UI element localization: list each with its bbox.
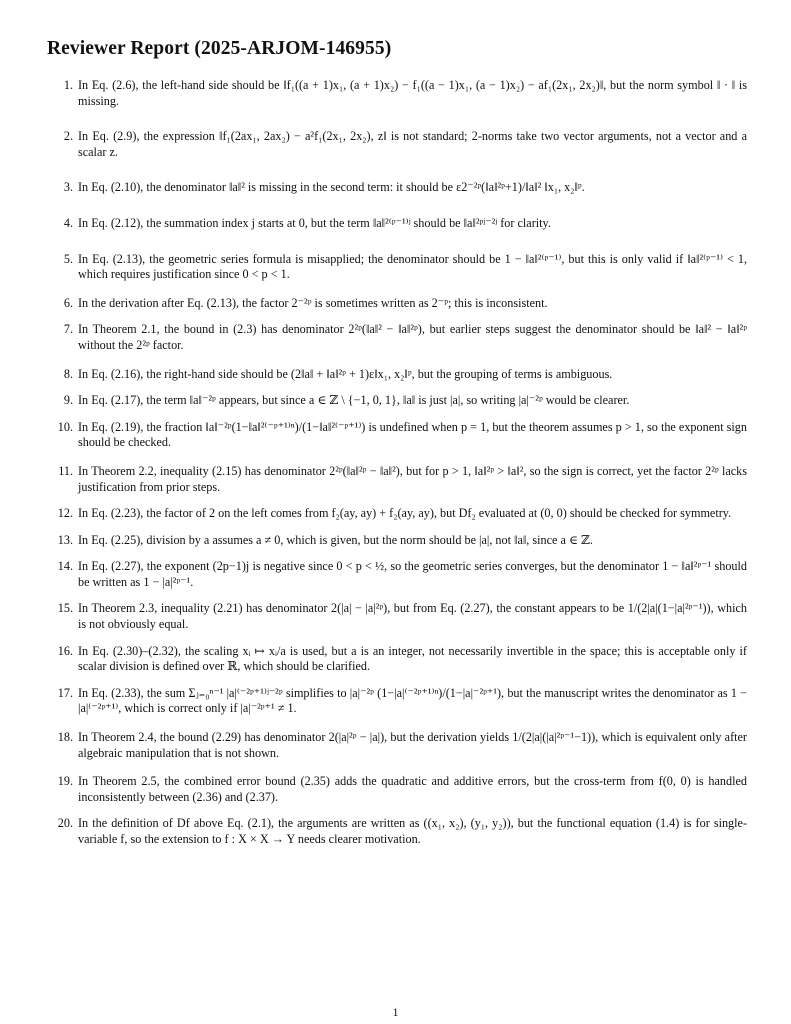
comment-text: In Eq. (2.25), division by a assumes a ≠ 0, which is given, but the norm should be |a|, not ‖a‖, since a ∈ ℤ. [78, 532, 593, 547]
review-comment-item [47, 774, 747, 805]
review-comment-item [47, 464, 747, 495]
review-comment-item [47, 686, 747, 717]
review-comment-item [47, 129, 747, 160]
review-comment-item [47, 322, 747, 353]
review-comment-item [47, 420, 747, 451]
comment-text: In Eq. (2.6), the left-hand side should be ‖f₁((a + 1)x₁, (a + 1)x₂) − f₁((a − 1)x₁, (a − 1)x₂) − af₁(2x₁, 2x₂)‖, but the norm symbol ‖ · ‖ is missing. [78, 78, 747, 108]
comment-text: In Eq. (2.16), the right-hand side should be (2‖a‖ + ‖a‖²ᵖ + 1)ε‖x₁, x₂‖ᵖ, but the grouping of terms is ambiguous. [78, 366, 613, 381]
review-comment-item [47, 601, 747, 632]
review-comment-item [47, 506, 747, 522]
comment-number: 7. [63, 322, 73, 337]
comment-text: In Eq. (2.12), the summation index j starts at 0, but the term ‖a‖²⁽ᵖ⁻¹⁾ʲ should be ‖a‖²ᵖʲ⁻²ʲ for clarity. [78, 215, 551, 230]
page-number: 1 [392, 1005, 399, 1019]
comment-number: 12. [57, 506, 73, 521]
comment-text: In Theorem 2.4, the bound (2.29) has denominator 2(|a|²ᵖ − |a|), but the derivation yields 1/(2|a|(|a|²ᵖ⁻¹−1)), which is equivalent only after algebraic manipulation that is not shown. [78, 730, 747, 760]
comment-text: In Theorem 2.2, inequality (2.15) has denominator 2²ᵖ(‖a‖²ᵖ − ‖a‖²), but for p > 1, ‖a‖²ᵖ > ‖a‖², so the sign is correct, yet the factor 2²ᵖ lacks justification from prior steps. [78, 463, 747, 494]
review-comment-item [47, 252, 747, 283]
comment-text: In Eq. (2.10), the denominator ‖a‖² is missing in the second term: it should be ε2⁻²ᵖ(‖a‖²ᵖ+1)/‖a‖² ‖x₁, x₂‖ᵖ. [78, 180, 585, 195]
comment-number: 5. [63, 251, 73, 266]
comment-number: 11. [58, 463, 73, 478]
comment-text: In Theorem 2.3, inequality (2.21) has denominator 2(|a| − |a|²ᵖ), but from Eq. (2.27), the constant appears to be 1/(2|a|(1−|a|²ᵖ⁻¹)), which is not obviously equal. [78, 601, 747, 632]
comment-number: 3. [63, 180, 73, 195]
review-comment-item [47, 533, 747, 549]
review-comment-item [47, 559, 747, 590]
comment-text: In Eq. (2.17), the term ‖a‖⁻²ᵖ appears, but since a ∈ ℤ \ {−1, 0, 1}, ‖a‖ is just |a|, so writing |a|⁻²ᵖ would be clearer. [78, 393, 630, 408]
comment-text: In Eq. (2.19), the fraction ‖a‖⁻²ᵖ(1−‖a‖²⁽⁻ᵖ⁺¹⁾ⁿ)/(1−‖a‖²⁽⁻ᵖ⁺¹⁾) is undefined when p = 1, but the theorem assumes p > 1, so the exponent sign should be checked. [78, 419, 747, 450]
comment-text: In Theorem 2.5, the combined error bound (2.35) adds the quadratic and additive errors, but the cross-term from f(0, 0) is handled inconsistently between (2.36) and (2.37). [78, 774, 747, 804]
review-comment-item [47, 296, 747, 312]
comment-text: In Eq. (2.13), the geometric series formula is misapplied; the denominator should be 1 − ‖a‖²⁽ᵖ⁻¹⁾, but this is only valid if ‖a‖²⁽ᵖ⁻¹⁾ < 1, which requires justification since 0 < p < 1. [78, 251, 747, 282]
comment-number: 13. [57, 532, 73, 547]
comment-number: 15. [57, 601, 73, 616]
comment-number: 8. [63, 366, 73, 381]
comment-number: 4. [63, 215, 73, 230]
comment-number: 6. [63, 295, 73, 310]
comment-number: 18. [57, 730, 73, 745]
comment-text: In Eq. (2.9), the expression ‖f₁(2ax₁, 2ax₂) − a²f₁(2x₁, 2x₂), z‖ is not standard; 2-norms take two vector arguments, not a vector and a scalar z. [78, 129, 747, 159]
review-comment-item [47, 730, 747, 761]
comment-number: 19. [57, 774, 73, 789]
comment-text: In the definition of Df above Eq. (2.1), the arguments are written as ((x₁, x₂), (y₁, y₂)), but the functional equation (1.4) is for single-variable f, so the extension to f : X × X → Y needs clearer motivation. [78, 816, 747, 846]
comment-text: In Eq. (2.33), the sum Σⱼ₌₀ⁿ⁻¹ |a|⁽⁻²ᵖ⁺¹⁾ʲ⁻²ᵖ simplifies to |a|⁻²ᵖ (1−|a|⁽⁻²ᵖ⁺¹⁾ⁿ)/(1−|a|⁻²ᵖ⁺¹), but the manuscript writes the denominator as 1 − |a|⁽⁻²ᵖ⁺¹⁾, which is correct only if |a|⁻²ᵖ⁺¹ ≠ 1. [78, 685, 747, 716]
review-comment-list [47, 78, 747, 859]
comment-text: In Eq. (2.23), the factor of 2 on the left comes from f₂(ay, ay) + f₂(ay, ay), but Df₂ evaluated at (0, 0) should be checked for symmetry. [78, 506, 732, 521]
comment-number: 10. [57, 419, 73, 434]
review-comment-item [47, 180, 747, 196]
comment-number: 16. [57, 643, 73, 658]
comment-number: 1. [63, 78, 73, 92]
review-comment-item [47, 393, 747, 409]
comment-text: In Eq. (2.30)–(2.32), the scaling xᵢ ↦ xᵢ/a is used, but a is an integer, not necessarily invertible in the space; this is acceptable only if scalar division is defined over ℝ, which should be clarified. [78, 643, 747, 674]
review-comment-item [47, 78, 747, 109]
comment-number: 9. [63, 393, 73, 408]
review-comment-item [47, 367, 747, 383]
comment-number: 2. [63, 129, 73, 144]
comment-number: 20. [57, 816, 73, 831]
review-comment-item [47, 644, 747, 675]
comment-text: In Theorem 2.1, the bound in (2.3) has denominator 2²ᵖ(‖a‖² − ‖a‖²ᵖ), but earlier steps suggest the denominator should be ‖a‖² − ‖a‖²ᵖ without the 2²ᵖ factor. [78, 322, 747, 352]
comment-number: 14. [57, 559, 73, 574]
comment-text: In Eq. (2.27), the exponent (2p−1)j is negative since 0 < p < ½, so the geometric series converges, but the denominator 1 − ‖a‖²ᵖ⁻¹ should be written as 1 − |a|²ᵖ⁻¹. [78, 559, 747, 589]
comment-text: In the derivation after Eq. (2.13), the factor 2⁻²ᵖ is sometimes written as 2⁻ᵖ; this is inconsistent. [78, 295, 548, 310]
review-comment-item [47, 216, 747, 232]
review-comment-item [47, 816, 747, 847]
comment-number: 17. [57, 685, 73, 700]
report-title: Reviewer Report (2025-ARJOM-146955) [47, 38, 392, 59]
